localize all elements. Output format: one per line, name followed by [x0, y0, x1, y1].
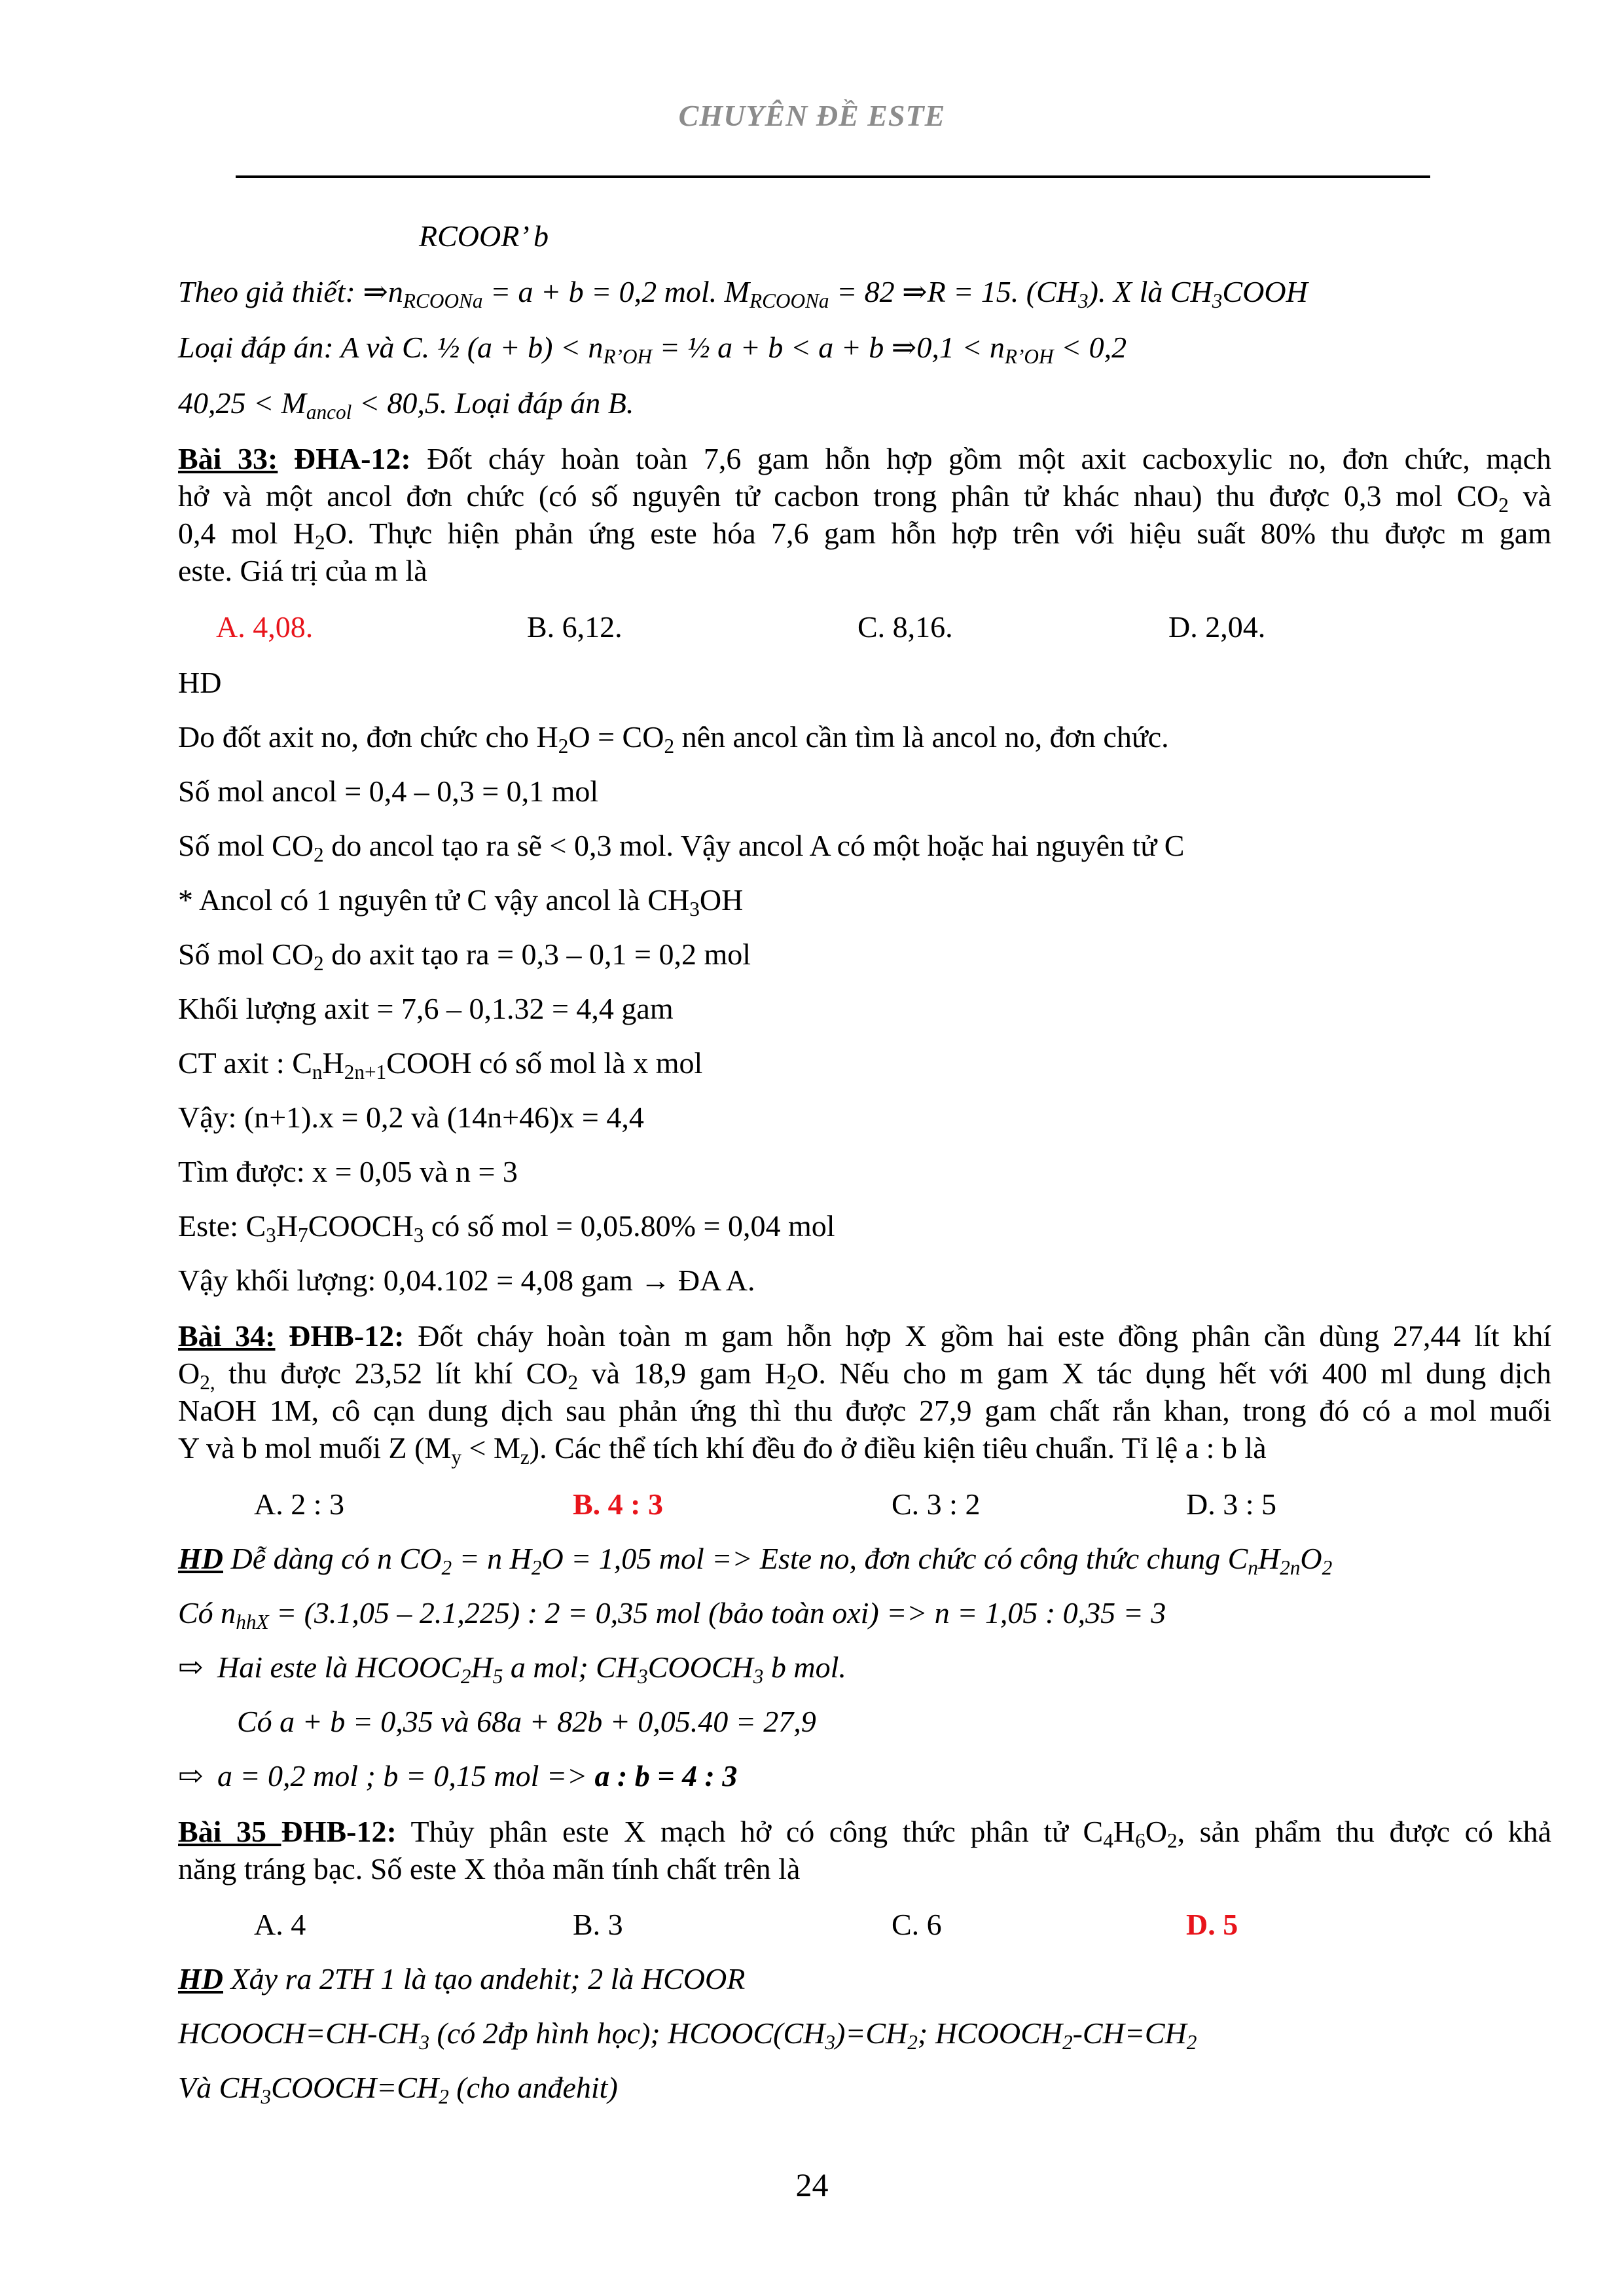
bai35-hd-label: HD [178, 1962, 223, 1995]
bai34-option-c: C. 3 : 2 [892, 1487, 981, 1521]
bai33-solution-line7: CT axit : $C_nH_{2n+1}COOH$ có số mol là x mol [178, 1046, 703, 1084]
bai34-hd-line4: Có a + b = 0,35 và 68a + 82b + 0,05.40 = 27,9 [237, 1705, 816, 1738]
bai34-option-d: D. 3 : 5 [1186, 1487, 1276, 1521]
bai34-question-line3: NaOH 1M, cô cạn dung dịch sau phản ứng thì thu được 27,9 gam chất rắn khan, trong đó có a mol muối [178, 1394, 1551, 1427]
bai33-solution-line5: Số mol $CO_2$ do axit tạo ra = 0,3 – 0,1 = 0,2 mol [178, 938, 751, 975]
bai35-hd-line3: Và $CH_3COOCH=CH_2$ (cho anđehit) [178, 2071, 618, 2108]
bai34-hd-line5: ⇨ a = 0,2 mol ; b = 0,15 mol => a : b = 4 : 3 [178, 1758, 1551, 1795]
bai33-question-line2: hở và một ancol đơn chức (có số nguyên tử cacbon trong phân tử khác nhau) thu được 0,3 mol $CO_2$ và [178, 479, 1551, 517]
bai34-hd-label: HD [178, 1542, 223, 1575]
bai33-option-a: A. 4,08. [216, 610, 314, 644]
bai33-solution-line11: Vậy khối lượng: 0,04.102 = 4,08 gam → ĐA A. [178, 1264, 755, 1297]
bai33-solution-line4: * Ancol có 1 nguyên tử C vậy ancol là $CH_3OH$ [178, 883, 744, 920]
arrow-icon: ⇨ [178, 1759, 204, 1793]
bai33-solution-line1: Do đốt axit no, đơn chức cho $H_2O = CO_2$ nên ancol cần tìm là ancol no, đơn chức. [178, 720, 1169, 757]
bai35-hd-line1: HD Xảy ra 2TH 1 là tạo andehit; 2 là HCOOR [178, 1962, 746, 1995]
bai35-question-line1: Bài 35 ĐHB-12: Thủy phân este X mạch hở có công thức phân tử $C_4H_6O_2$, sản phẩm thu được có khả [178, 1815, 1551, 1852]
page-header: CHUYÊN ĐỀ ESTE [678, 99, 946, 132]
bai34-question-line1: Bài 34: ĐHB-12: Đốt cháy hoàn toàn m gam hỗn hợp X gồm hai este đồng phân cần dùng 27,44 lít khí [178, 1319, 1552, 1353]
bai34-question-line4: Y và b mol muối Z $(M_y < M_z)$. Các thể tích khí đều đo ở điều kiện tiêu chuẩn. Tỉ lệ a : b là [178, 1431, 1267, 1468]
formula-line [419, 218, 1624, 255]
bai34-hd-line1: HD Dễ dàng có n $CO_2 = n$ $H_2O = 1,05$ mol => Este no, đơn chức có công thức chung $C_nH_{2n}O_2$ [178, 1542, 1333, 1579]
bai35-title: Bài 35 [178, 1815, 281, 1848]
formula-text: RCOOR’ b [419, 219, 549, 253]
bai35-option-d: D. 5 [1186, 1908, 1238, 1941]
bai35-code: ĐHB-12: [281, 1815, 397, 1848]
bai33-solution-line6: Khối lượng axit = 7,6 – 0,1.32 = 4,4 gam [178, 992, 674, 1025]
bai34-option-b: B. 4 : 3 [573, 1487, 663, 1521]
bai33-question-line4: este. Giá trị của m là [178, 554, 427, 587]
bai33-hd-label: HD [178, 666, 222, 699]
bai33-code: ĐHA-12: [278, 442, 411, 475]
bai34-ratio-answer: a : b = 4 : 3 [594, 1759, 738, 1793]
bai34-title: Bài 34: [178, 1319, 276, 1353]
bai33-solution-line9: Tìm được: x = 0,05 và n = 3 [178, 1155, 518, 1188]
page-number: 24 [795, 2166, 829, 2203]
bai33-question-line1: Bài 33: ĐHA-12: Đốt cháy hoàn toàn 7,6 gam hỗn hợp gồm một axit cacboxylic no, đơn chức, mạch [178, 442, 1552, 475]
assumption-line: Theo giả thiết: $\Rightarrow n_{RCOONa} = a + b = 0,2$ mol. $M_{RCOONa} = 82$ ⇒R = 15. $(CH_3)$. X là $CH_3COOH$ [178, 275, 1308, 312]
bai33-solution-line3: Số mol $CO_2$ do ancol tạo ra sẽ < 0,3 mol. Vậy ancol A có một hoặc hai nguyên tử C [178, 829, 1185, 866]
bai33-solution-line8: Vậy: (n+1).x = 0,2 và (14n+46)x = 4,4 [178, 1101, 644, 1134]
bai34-option-a: A. 2 : 3 [254, 1487, 344, 1521]
bai35-option-a: A. 4 [254, 1908, 306, 1941]
bai33-option-d: D. 2,04. [1168, 610, 1266, 644]
bai33-question-line3: 0,4 mol $H_2O$. Thực hiện phản ứng este hóa 7,6 gam hỗn hợp trên với hiệu suất 80% thu được m gam [178, 517, 1552, 554]
bai34-hd-line2: Có $n_{hhX} = (3.1,05 - 2.1,225)$ : 2 = 0,35 mol (bảo toàn oxi) => n = 1,05 : 0,35 = 3 [178, 1596, 1166, 1633]
bai33-solution-line10: Este: $C_3H_7COOCH_3$ có số mol = 0,05.80% = 0,04 mol [178, 1209, 835, 1247]
bai35-option-b: B. 3 [573, 1908, 623, 1941]
bai34-code: ĐHB-12: [275, 1319, 405, 1353]
arrow-icon: ⇨ [178, 1650, 204, 1684]
bai34-question-line2: $O_{2,}$ thu được 23,52 lít khí $CO_2$ và 18,9 gam $H_2O$. Nếu cho m gam X tác dụng hết với 400 ml dung dịch [178, 1357, 1551, 1394]
bai33-solution-line2: Số mol ancol = 0,4 – 0,3 = 0,1 mol [178, 774, 599, 808]
range-line: $40,25 < M_{ancol} < 80,5$. Loại đáp án B. [178, 386, 634, 424]
bai35-question-line2: năng tráng bạc. Số este X thỏa mãn tính chất trên là [178, 1852, 801, 1886]
eliminate-line: Loại đáp án: A và C. ½ $(a + b) < n_{R’OH}$ = ½ a + b < a + b ⇒0,1 < $n_{R’OH} < 0,2$ [178, 331, 1127, 368]
bai35-option-c: C. 6 [892, 1908, 942, 1941]
bai33-option-c: C. 8,16. [857, 610, 953, 644]
header-rule [236, 175, 1430, 178]
bai33-title: Bài 33: [178, 442, 278, 475]
bai33-option-b: B. 6,12. [527, 610, 623, 644]
bai34-hd-line3: ⇨ Hai este là $HCOOC_2H_5$ a mol; $CH_3COOCH_3$ b mol. [178, 1650, 846, 1688]
bai35-hd-line2: $HCOOCH=CH-CH_3$ (có 2đp hình học); $HCOOC(CH_3)=CH_2$; $HCOOCH_2-CH=CH_2$ [178, 2016, 1197, 2054]
